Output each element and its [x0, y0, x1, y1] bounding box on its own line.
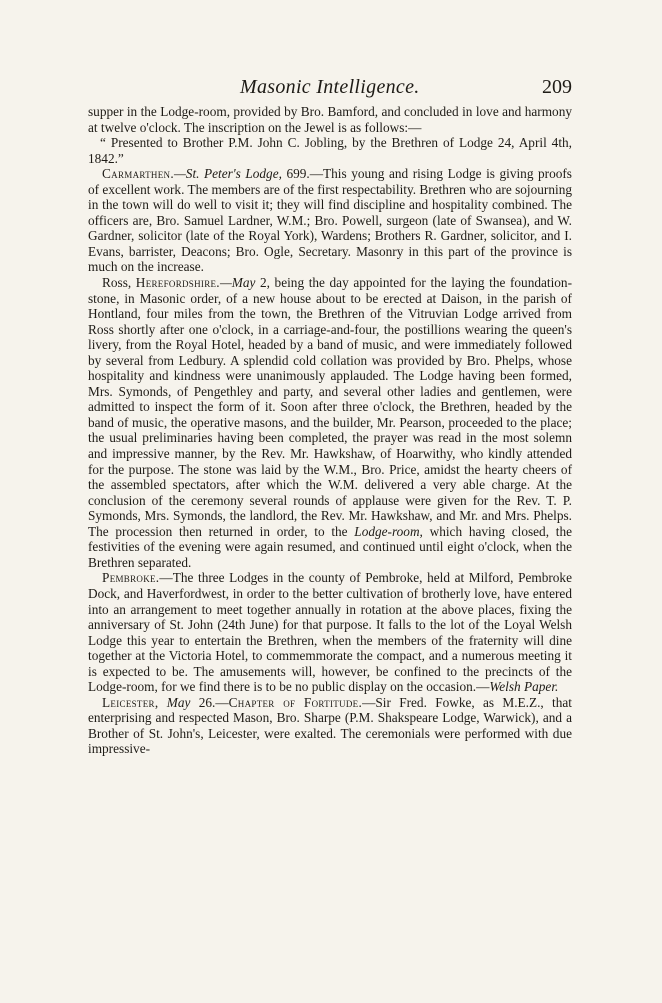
- page-number: 209: [542, 76, 572, 98]
- place-heading-carmarthen: Carmarthen.: [102, 166, 174, 182]
- paragraph-text: which having closed, the festivities of the evening were again resumed, and continued until eight o'clock, when the Brethren separated.: [88, 523, 572, 570]
- place-heading-pembroke: Pembroke.: [102, 570, 160, 586]
- lodge-name-st-peters: —St. Peter's Lodge,: [173, 166, 282, 182]
- paragraph-text: —The three Lodges in the county of Pembroke, held at Milford, Pembroke Dock, and Haverfordwest, in order to the better cultivation of brotherly love, have entered into an arrangement to meet together annually in rotation at the above places, fixing the anniversary of St. John (24th June) for that purpose. It falls to the lot of the Loyal Welsh Lodge this year to entertain the Brethren, when the members of the fraternity will dine together at the Victoria Hotel, to commemmorate the compact, and a numerous meeting it is expected to be. The amusements will, however, be confined to the precincts of the Lodge-room, for we find there is to be no public display on the occasion.—: [88, 570, 572, 695]
- running-title: Masonic Intelligence.: [240, 76, 420, 98]
- date-may: —May: [219, 275, 256, 291]
- paragraph-supper: supper in the Lodge-room, provided by Bro. Bamford, and concluded in love and harmony at twelve o'clock. The inscription on the Jewel is as follows:—: [88, 104, 572, 135]
- paragraph-text: 2, being the day appointed for the laying the foundation-stone, in Masonic order, of a new house about to be erected at Daison, in the parish of Hontland, four miles from the town, the Brethren of the Vitruvian Lodge arrived from Ross shortly after one o'clock, in a carriage-and-four, the postillions wearing the queen's livery, from the Royal Hotel, headed by a band of music, and were immediately followed by several from Ledbury. A splendid cold collation was provided by Bro. Phelps, whose hospitality and kindness were unanimously applauded. The Lodge having been formed, Mrs. Symonds, of Pengethley and party, and several other ladies and gentlemen, were admitted to inspect the form of it. Soon after three o'clock, the Brethren, headed by the band of music, the operative masons, and the builder, Mr. Pearson, proceeded to the place; the usual preliminaries having been completed, the prayer was read in the most solemn and impressive manner, by the Rev. Mr. Hawkshaw, of Hoarwithy, who kindly attended for the purpose. The stone was laid by the W.M., Bro. Price, amidst the hearty cheers of the assembled spectators, after which the W.M. delivered a very able charge. At the conclusion of the ceremony several rounds of applause were given for the Rev. T. P. Symonds, Mrs. Symonds, the landlord, the Rev. Mr. Hawkshaw, and Mr. and Mrs. Phelps. The procession then returned in order, to the: [88, 275, 573, 539]
- paragraph-text: —Sir Fred. Fowke, as M.E.Z., that enterprising and respected Mason, Bro. Sharpe (P.M. Shakspeare Lodge, Warwick), and a Brother of St. John's, Leicester, were exalted. The ceremonials were performed with due impressive-: [88, 694, 572, 757]
- place-heading-ross: Ross,: [102, 275, 136, 291]
- paragraph-text: 699.—This young and rising Lodge is giving proofs of excellent work. The members are of the first respectability. Brethren who are sojourning in the town will do well to visit it; they will find discipline and hospitality combined. The officers are, Bro. Samuel Lardner, W.M.; Bro. Powell, surgeon (late of Swansea), and W. Gardner, solicitor (late of the Royal York), Wardens; Brothers R. Gardner, solicitor, and I. Evans, barrister, Deacons; Bro. Ogle, Secretary. Masonry in this part of the province is much on the increase.: [88, 166, 572, 275]
- paragraph-leicester: [88, 695, 572, 757]
- place-heading-herefordshire: Herefordshire.: [135, 275, 220, 291]
- paragraph-text: 26.—: [190, 694, 229, 710]
- source-welsh-paper: Welsh Paper.: [489, 679, 559, 695]
- article-body: [88, 104, 572, 757]
- paragraph-pembroke: [88, 570, 572, 694]
- date-may: May: [158, 694, 191, 710]
- lodge-room-italic: Lodge-room,: [354, 523, 423, 539]
- jewel-inscription: “ Presented to Brother P.M. John C. Jobling, by the Brethren of Lodge 24, April 4th, 1842.”: [88, 135, 572, 166]
- chapter-of-fortitude: Chapter of Fortitude.: [228, 694, 363, 710]
- place-heading-leicester: Leicester,: [102, 694, 159, 710]
- paragraph-ross: [88, 275, 572, 570]
- page-header: [88, 76, 572, 100]
- paragraph-carmarthen: [88, 166, 572, 275]
